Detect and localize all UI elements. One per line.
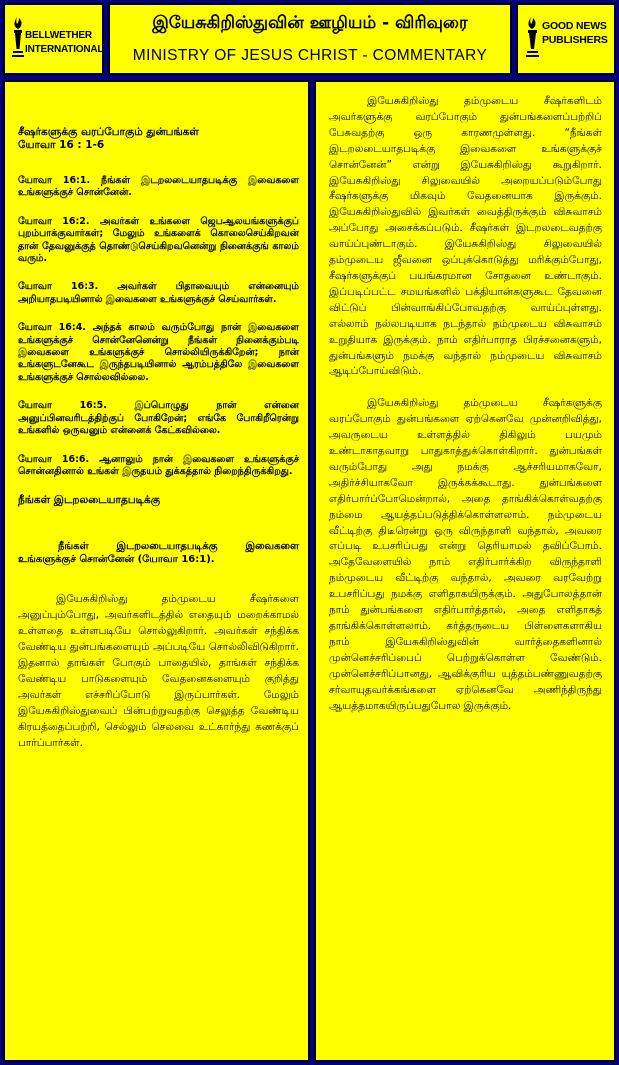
verse-16-1: யோவா 16:1. நீங்கள் இடறலடையாதபடிக்கு இவைகளை உங்களுக்குச் சொன்னேன். bbox=[18, 175, 299, 199]
quote-16-1: நீங்கள் இடறலடையாதபடிக்கு இவைகளை உங்களுக்குச் சொன்னேன் (யோவா 16:1). bbox=[18, 541, 299, 565]
page-title-english: MINISTRY OF JESUS CHRIST - COMMENTARY bbox=[132, 47, 488, 64]
good-news-logo-box bbox=[516, 3, 616, 75]
torch-icon bbox=[11, 15, 25, 65]
verse-16-4: யோவா 16:4. அந்தக் காலம் வரும்போது நான் இவைகளை உங்களுக்குச் சொன்னேனென்று நீங்கள் நினைக்கும்படி இவைகளை உங்களுக்குச் சொல்லியிருக்கிறேன்; நான் உங்களுடனேகூட இருந்தபடியினால் ஆரம்பத்திலே இவைகளை உங்களுக்குச் சொல்லவில்லை. bbox=[18, 322, 299, 383]
verse-16-2: யோவா 16:2. அவர்கள் உங்களை ஜெபஆலயங்களுக்குப் புறம்பாக்குவார்கள்; மேலும் உங்களைக் கொலைசெய்கிறவன் தான் தேவனுக்குத் தொண்டுசெய்கிறவனென்று நினைக்குங் காலம் வரும். bbox=[18, 215, 299, 265]
commentary-paragraph-1: இயேசுகிறிஸ்து தம்முடைய சீஷர்களை அனுப்பும்போது, அவர்களிடத்தில் எதையும் மறைக்காமல் உள்ளதை உள்ளபடியே சொல்லுகிறார். அவர்கள் சந்திக்க வேண்டிய துன்பங்களையும் அப்படியே சொல்லிவிடுகிறார். இதனால் தாங்கள் போகும் பாதையில், தாங்கள் சந்திக்க வேண்டிய பாடுகளையும் வேதனைகளையும் குறித்து அவர்கள் எச்சரிப்போடு இருப்பார்கள். மேலும் இயேசுகிறிஸ்துவைப் பின்பற்றுவதற்கு செலுத்த வேண்டிய கிரயத்தைப்பற்றி, செல்லும் செலவை உட்கார்ந்து கணக்குப் பார்ப்பார்கள். bbox=[18, 592, 299, 749]
good-news-logo-text bbox=[542, 19, 608, 47]
bellwether-logo-text bbox=[25, 29, 103, 57]
good-news-logo-line2: PUBLISHERS bbox=[542, 34, 608, 46]
verse-16-6: யோவா 16:6. ஆனாலும் நான் இவைகளை உங்களுக்குச் சொன்னதினால் உங்கள் இருதயம் துக்கத்தால் நிறைந்திருக்கிறது. bbox=[18, 453, 299, 477]
commentary-paragraph-3: இயேசுகிறிஸ்து தம்முடைய சீஷர்களுக்கு வரப்போகும் துன்பங்களை ஏற்கெனவே முன்னறிவித்து, அவருடைய உள்ளத்தில் திகிலும் பயமும் உண்டாகாதவாறு பாதுகாத்துக்கொள்கிறார். துன்பங்கள் வரும்போது அது நமக்கு ஆச்சரியமாகவோ, அதிர்ச்சியாகவோ இருக்கக்கூடாது. துன்பங்களை எதிர்பார்ப்போமென்றால், அதை தாங்கிக்கொள்வதற்கு நம்மை ஆயத்தப்படுத்திக்கொள்ளலாம். நம்முடைய வீட்டிற்கு திடீரென்று ஒரு விருந்தாளி வந்தால், அவரை எப்படி உபசரிப்பது என்று தெரியாமல் தவிப்போம். அதேவேளையில் நாம் எதிர்பார்க்கிற விருந்தாளி நம்முடைய வீட்டிற்கு வந்தால், அவரை வரவேற்று உபசரிப்பது நமக்கு எளிதாகயிருக்கும். அதுபோலத்தான் நாம் துன்பங்களை எதிர்பார்த்தால், அதை எளிதாகத் தாங்கிக்கொள்ளலாம். கர்த்தருடைய பிள்ளைகளாகிய நாம் இயேசுகிறிஸ்துவின் வார்த்தைகளினால் முன்னெச்சரிப்பைப் பெற்றுக்கொள்ள வேண்டும். முன்னெச்சரிப்பானது, ஆவிக்குரிய யுத்தம்பண்ணுவதற்கு சர்வாயுதவர்க்கங்களை ஏற்கெனவே அணிந்திருந்து ஆயத்தமாகயிருப்பதுபோல இருக்கும். bbox=[329, 397, 602, 712]
subheading: நீங்கள் இடறலடையாதபடிக்கு bbox=[18, 494, 160, 507]
bellwether-logo-line2: INTERNATIONAL bbox=[25, 44, 104, 55]
left-column bbox=[3, 80, 310, 1062]
page-title-tamil: இயேசுகிறிஸ்துவின் ஊழியம் - விரிவுரை bbox=[152, 13, 468, 33]
torch-icon bbox=[524, 15, 542, 65]
section-heading-text: சீஷர்களுக்கு வரப்போகும் துன்பங்கள் யோவா 16 : 1-6 bbox=[18, 126, 199, 151]
verse-16-5: யோவா 16:5. இப்பொழுது நான் என்னை அனுப்பினவரிடத்திற்குப் போகிறேன்; எங்கே போகிறீரென்று உங்களில் ஒருவனும் என்னைக் கேட்கவில்லை. bbox=[18, 400, 299, 437]
title-box bbox=[108, 3, 512, 75]
good-news-logo bbox=[524, 15, 610, 65]
bellwether-logo-box bbox=[3, 3, 104, 75]
section-heading bbox=[18, 126, 299, 152]
commentary-paragraph-2: இயேசுகிறிஸ்து தம்முடைய சீஷர்களிடம் அவர்களுக்கு வரப்போகும் துன்பங்களைப்பற்றிப் பேசுவதற்கு ஒரு காரணமுள்ளது. “நீங்கள் இடறலடையாதபடிக்கு இவைகளை உங்களுக்குச் சொன்னேன்” என்று இயேசுகிறிஸ்து கூறுகிறார். இயேசுகிறிஸ்து சிலுவையில் அறையப்படும்போது சீஷர்களுக்கு மிகவும் வேதனையாக இருக்கும். இயேசுகிறிஸ்துவில் இவர்கள் வைத்திருக்கும் விசுவாசம் அப்போது அசைக்கப்படும். சீஷர்கள் இடறலடைவதற்கு வாய்ப்புண்டாகும். இயேசுகிறிஸ்து சிலுவையில் தம்முடைய ஜீவனை ஒப்புக்கொடுத்து மரிக்கும்போது, சீஷர்களுக்குப் பயங்கரமான சோதனை உண்டாகும். இப்படிப்பட்ட சமயங்களில் பக்தியான்களுகூட தேவனை விட்டுப் பின்வாங்கிப்போவதற்கு வாய்ப்புள்ளது. எல்லாம் நல்லபடியாக நடந்தால் நம்முடைய விசுவாசம் உறுதியாக இருக்கும். நாம் எதிர்பாராத பிரச்சனைகளும், துன்பங்களும் நமக்கு வந்தால் நம்முடைய விசுவாசம் ஆடிப்போய்விடும். bbox=[329, 95, 602, 378]
right-column bbox=[314, 80, 616, 1062]
bellwether-logo-line1: BELLWETHER bbox=[25, 30, 92, 41]
bellwether-logo bbox=[11, 15, 104, 65]
verse-16-3: யோவா 16:3. அவர்கள் பிதாவையும் என்னையும் அறியாதபடியினால் இவைகளை உங்களுக்குச் செய்வார்கள். bbox=[18, 281, 299, 305]
good-news-logo-line1: GOOD NEWS bbox=[542, 20, 607, 32]
